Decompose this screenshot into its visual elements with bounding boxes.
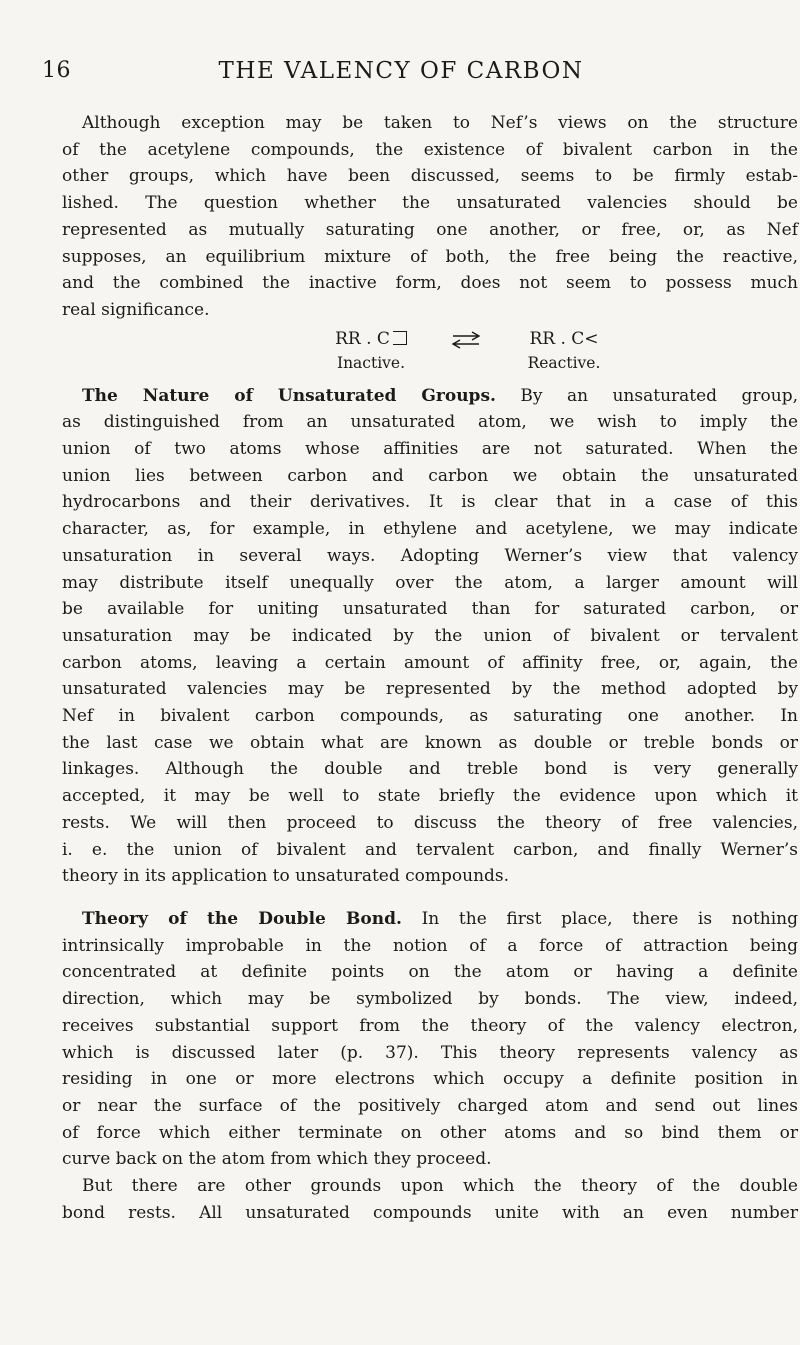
text-line: represented as mutually saturating one another, or free, or, as Nef (62, 219, 798, 240)
text-line (62, 383, 798, 410)
inactive-form (311, 327, 431, 375)
text-line: residing in one or more electrons which occupy a definite position in (62, 1069, 798, 1090)
text-line: But there are other grounds upon which the theory of the double (82, 1176, 798, 1197)
reactive-formula: RR . C< (529, 328, 599, 349)
text-line: i. e. the union of bivalent and tervalent carbon, and finally Werner’s (62, 839, 798, 860)
text-line: bond rests. All unsaturated compounds unite with an even number (62, 1202, 798, 1223)
section-double-bond (62, 906, 798, 1173)
text-line: curve back on the atom from which they proceed. (62, 1149, 492, 1170)
text-span: By an unsaturated group, (495, 385, 798, 406)
text-line: unsaturated valencies may be represented by the method adopted by (62, 679, 798, 700)
section-heading: The Nature of Unsaturated Groups. (82, 385, 496, 406)
paragraph-grounds (62, 1173, 798, 1226)
text-line: theory in its application to unsaturated compounds. (62, 866, 510, 887)
text-span: In the first place, there is nothing (401, 908, 798, 929)
text-line: direction, which may be symbolized by bonds. The view, indeed, (62, 989, 798, 1010)
page-header (42, 58, 760, 92)
inactive-label: Inactive. (336, 353, 406, 372)
inactive-formula: RR . C (335, 328, 390, 349)
text-line: which is discussed later (p. 37). This theory represents valency as (62, 1042, 798, 1063)
text-line: or near the surface of the positively charged atom and send out lines (62, 1095, 798, 1116)
text-line: union lies between carbon and carbon we obtain the unsaturated (62, 465, 798, 486)
text-line: character, as, for example, in ethylene and acetylene, we may indicate (62, 519, 798, 540)
text-line: real significance. (62, 299, 210, 320)
text-line: lished. The question whether the unsaturated valencies should be (62, 193, 798, 214)
text-line: linkages. Although the double and treble bond is very generally (62, 759, 798, 780)
text-line: other groups, which have been discussed, seems to be firmly estab- (62, 166, 798, 187)
text-line: be available for uniting unsaturated than for saturated carbon, or (62, 599, 798, 620)
text-line: concentrated at definite points on the atom or having a definite (62, 962, 798, 983)
bond-bracket-icon (393, 331, 407, 345)
text-line: receives substantial support from the theory of the valency electron, (62, 1015, 798, 1036)
equilibrium-arrows-icon (448, 330, 484, 350)
text-line: supposes, an equilibrium mixture of both, the free being the reactive, (62, 246, 798, 267)
text-line: unsaturation may be indicated by the union of bivalent or tervalent (62, 625, 798, 646)
text-line (62, 906, 798, 933)
text-line: accepted, it may be well to state briefly the evidence upon which it (62, 786, 798, 807)
text-line: may distribute itself unequally over the atom, a larger amount will (62, 572, 798, 593)
page-number: 16 (42, 58, 71, 83)
page-body (62, 110, 798, 1226)
text-line: carbon atoms, leaving a certain amount of affinity free, or, again, the (62, 652, 798, 673)
paragraph-intro (62, 110, 798, 324)
text-line: hydrocarbons and their derivatives. It is clear that in a case of this (62, 492, 798, 513)
text-line: of force which either terminate on other atoms and so bind them or (62, 1122, 798, 1143)
text-line: intrinsically improbable in the notion of a force of attraction being (62, 935, 798, 956)
text-line: and the combined the inactive form, does not seem to possess much (62, 273, 798, 294)
text-line: of the acetylene compounds, the existence of bivalent carbon in the (62, 139, 798, 160)
text-line: rests. We will then proceed to discuss the theory of free valencies, (62, 812, 798, 833)
text-line: Nef in bivalent carbon compounds, as saturating one another. In (62, 706, 798, 727)
text-line: Although exception may be taken to Nef’s views on the structure (82, 113, 798, 133)
text-line: union of two atoms whose affinities are not saturated. When the (62, 439, 798, 460)
text-line: the last case we obtain what are known as double or treble bonds or (62, 732, 798, 753)
equilibrium-formula (62, 327, 798, 379)
section-gap (62, 890, 798, 906)
reactive-label: Reactive. (527, 353, 601, 372)
section-unsaturated-groups (62, 383, 798, 890)
reactive-form (494, 327, 634, 375)
text-line: unsaturation in several ways. Adopting Werner’s view that valency (62, 545, 798, 566)
running-title: THE VALENCY OF CARBON (218, 58, 584, 84)
section-heading: Theory of the Double Bond. (82, 908, 402, 929)
text-line: as distinguished from an unsaturated atom, we wish to imply the (62, 412, 798, 433)
